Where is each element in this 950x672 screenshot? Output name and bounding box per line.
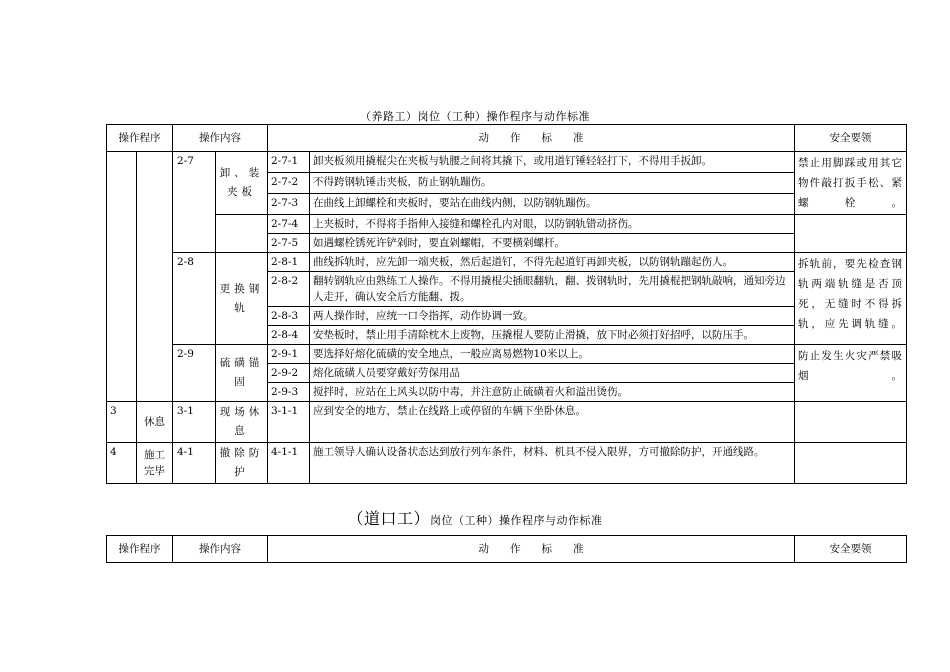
safety-note: 防止发生火灾严禁吸烟。 — [795, 345, 907, 402]
empty-name-cell — [216, 215, 268, 253]
table-header-row — [107, 536, 907, 563]
safety-note — [795, 402, 907, 443]
group-name: 现场休息 — [216, 402, 268, 443]
item-code: 2-8-3 — [268, 307, 310, 326]
item-text: 在曲线上卸螺栓和夹板时，要站在曲线内侧，以防钢轨蹦伤。 — [310, 194, 795, 215]
header-standard: 动 作 标 准 — [268, 125, 795, 152]
item-code: 2-8-1 — [268, 253, 310, 272]
item-text: 卸夹板须用撬棍尖在夹板与轨腰之间将其撬下，或用道钉锤轻轻打下，不得用手扳卸。 — [310, 152, 795, 173]
section2-title-job: （道口工） — [347, 509, 430, 528]
item-text: 不得跨钢轨锤击夹板，防止钢轨蹦伤。 — [310, 173, 795, 194]
program-number: 4 — [107, 443, 137, 484]
header-program: 操作程序 — [107, 125, 173, 152]
item-text: 上夹板时，不得将手指伸入接缝和螺栓孔内对眼，以防钢轨错动挤伤。 — [310, 215, 795, 234]
item-text: 翻转钢轨应由熟练工人操作。不得用撬棍尖插眼翻轨，翻、拨钢轨时，先用撬棍把钢轨敲响，通知旁边人走开，确认安全后方能翻、拨。 — [310, 272, 795, 307]
group-name: 卸、装夹板 — [216, 152, 268, 215]
group-name: 硫磺锚固 — [216, 345, 268, 402]
item-code: 2-9-1 — [268, 345, 310, 364]
header-safety: 安全要领 — [795, 125, 907, 152]
section1-title: （养路工）岗位（工种）操作程序与动作标准 — [360, 110, 590, 123]
item-text: 如遇螺栓锈死许铲剁时，要直剁螺帽，不要横剁螺杆。 — [310, 234, 795, 253]
table-row — [107, 402, 907, 443]
item-code: 2-9-3 — [268, 383, 310, 402]
item-text: 两人操作时，应统一口令指挥，动作协调一致。 — [310, 307, 795, 326]
group-code: 2-9 — [173, 345, 216, 402]
item-text: 应到安全的地方，禁止在线路上或停留的车辆下坐卧休息。 — [310, 402, 795, 443]
group-name: 撤除防护 — [216, 443, 268, 484]
header-content: 操作内容 — [173, 125, 268, 152]
item-code: 2-8-2 — [268, 272, 310, 307]
item-text: 搅拌时，应站在上风头以防中毒，并注意防止硫磺着火和溢出烫伤。 — [310, 383, 795, 402]
item-text: 安垫板时，禁止用手清除枕木上废物，压撬棍人要防止滑撬，放下时必须打好招呼，以防压手。 — [310, 326, 795, 345]
item-text: 施工领导人确认设备状态达到放行列车条件，材料、机具不侵入限界，方可撤除防护，开通线路。 — [310, 443, 795, 484]
item-text: 熔化硫磺人员要穿戴好劳保用品 — [310, 364, 795, 383]
group-name: 更换钢轨 — [216, 253, 268, 345]
empty-safety-cell — [795, 215, 907, 253]
table-row — [107, 345, 907, 364]
program-number-cell — [107, 152, 137, 402]
item-code: 2-7-1 — [268, 152, 310, 173]
item-code: 2-7-3 — [268, 194, 310, 215]
table-row — [107, 443, 907, 484]
program-label: 施工完毕 — [137, 443, 173, 484]
header-content: 操作内容 — [173, 536, 268, 563]
safety-note: 拆轨前，要先检查钢轨两端轨缝是否顶死，无缝时不得拆轨，应先调轨缝。 — [795, 253, 907, 345]
section2-table — [106, 535, 907, 563]
table-row — [107, 215, 907, 234]
item-text: 要选择好熔化硫磺的安全地点，一般应离易燃物10米以上。 — [310, 345, 795, 364]
group-code: 4-1 — [173, 443, 216, 484]
safety-note — [795, 443, 907, 484]
item-code: 2-7-5 — [268, 234, 310, 253]
item-code: 4-1-1 — [268, 443, 310, 484]
section1-table — [106, 124, 907, 484]
safety-note: 禁止用脚踩或用其它物件敲打扳手松、紧螺栓。 — [795, 152, 907, 215]
group-code: 2-7 — [173, 152, 216, 253]
group-code: 2-8 — [173, 253, 216, 345]
table-row — [107, 253, 907, 272]
section2-title-rest: 岗位（工种）操作程序与动作标准 — [430, 514, 603, 527]
item-code: 2-7-2 — [268, 173, 310, 194]
item-code: 3-1-1 — [268, 402, 310, 443]
item-code: 2-8-4 — [268, 326, 310, 345]
group-code: 3-1 — [173, 402, 216, 443]
item-code: 2-9-2 — [268, 364, 310, 383]
item-code: 2-7-4 — [268, 215, 310, 234]
header-standard: 动 作 标 准 — [268, 536, 795, 563]
program-number: 3 — [107, 402, 137, 443]
program-label: 休息 — [137, 402, 173, 443]
header-program: 操作程序 — [107, 536, 173, 563]
section2-title — [0, 506, 950, 529]
item-text: 曲线拆轨时，应先卸一端夹板，然后起道钉，不得先起道钉再卸夹板，以防钢轨蹦起伤人。 — [310, 253, 795, 272]
header-safety: 安全要领 — [795, 536, 907, 563]
table-header-row — [107, 125, 907, 152]
program-label-cell — [137, 152, 173, 402]
table-row — [107, 152, 907, 173]
